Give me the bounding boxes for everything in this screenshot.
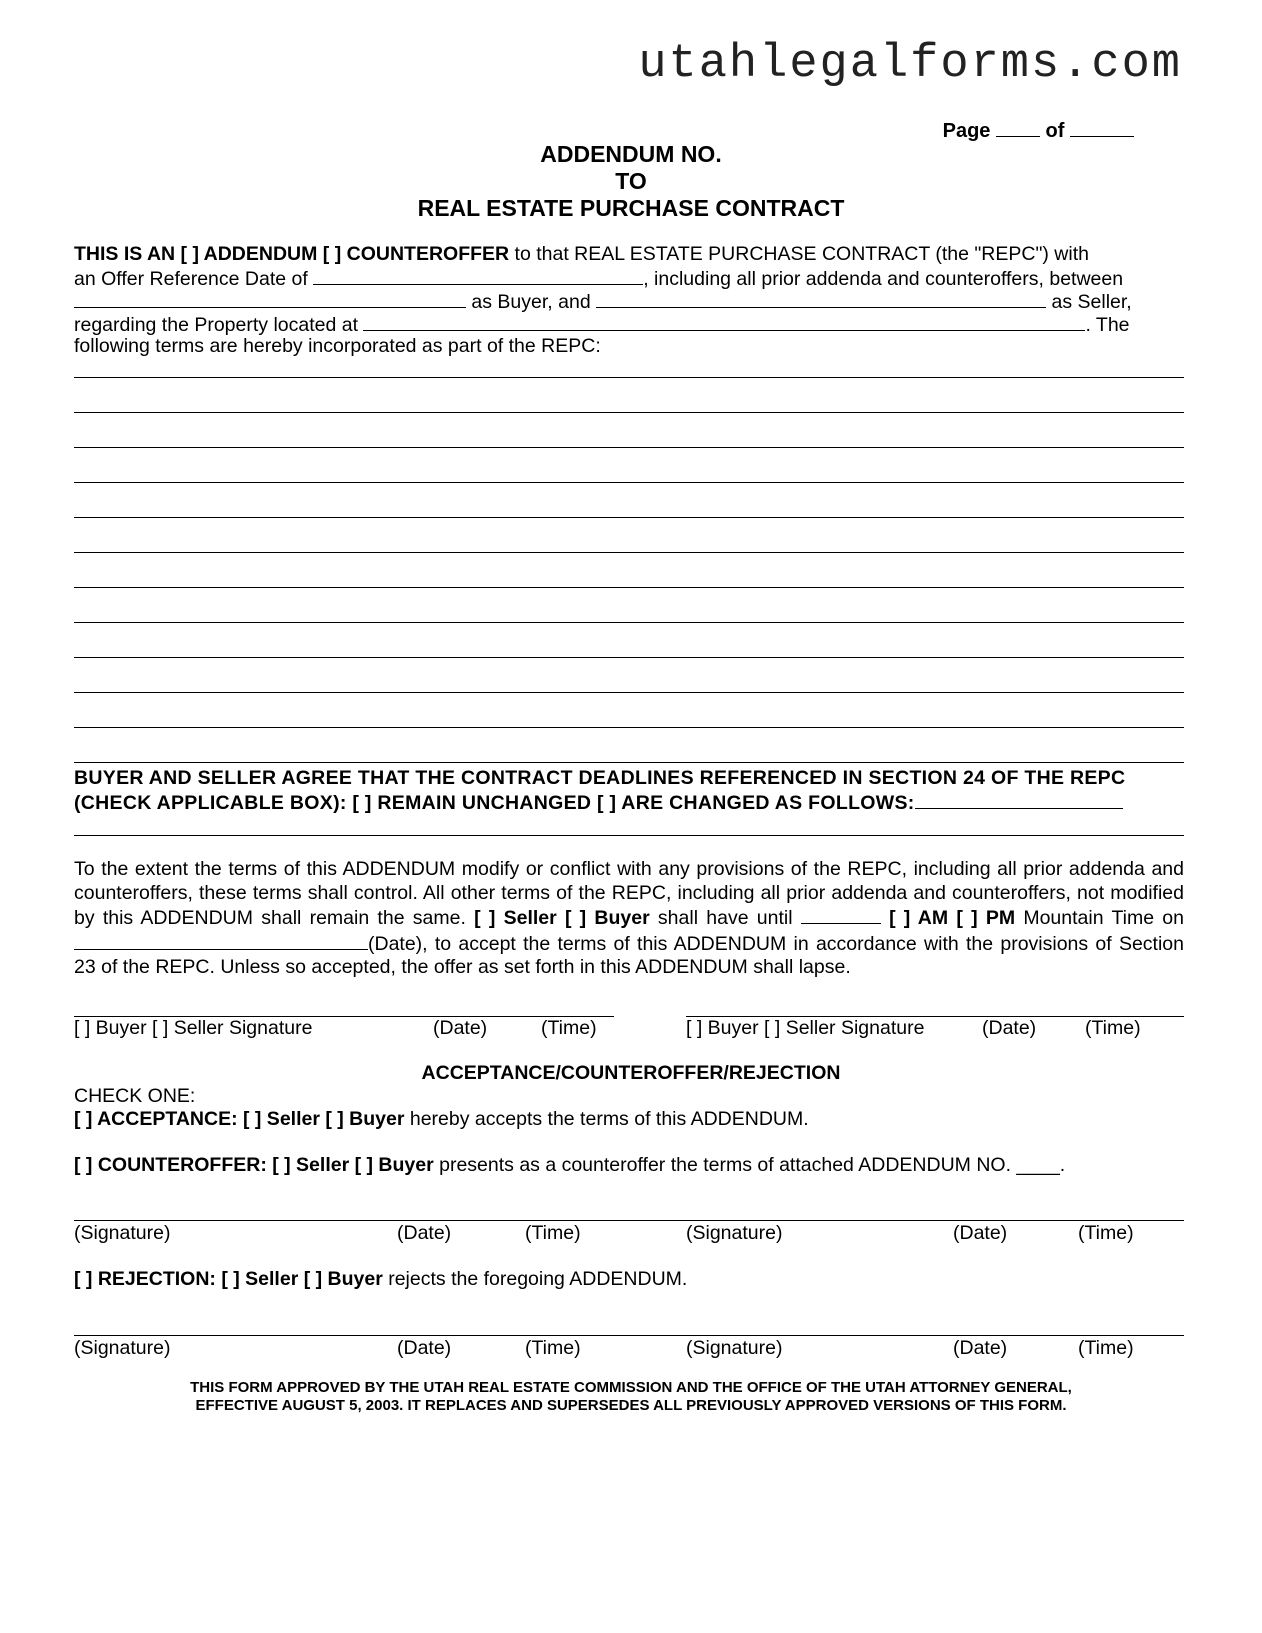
page-number: Page of [943,118,1134,143]
terms-line[interactable] [74,552,1184,553]
intro-line5: following terms are hereby incorporated as part of the REPC: [74,335,601,357]
date-label: (Date) [397,1337,452,1359]
intro-line2: an Offer Reference Date of , including all prior addenda and counteroffers, between [74,268,1124,290]
time-label: (Time) [525,1222,581,1244]
offer-date-field[interactable] [313,266,643,285]
intro-line3: as Buyer, and as Seller, [74,289,1184,315]
footer-line2: EFFECTIVE AUGUST 5, 2003. IT REPLACES AND SUPERSEDES ALL PREVIOUSLY APPROVED VERSIONS OF THIS FORM. [195,1397,1067,1414]
terms-line[interactable] [74,727,1184,728]
buyer-name-field[interactable] [74,289,466,308]
intro-line1: THIS IS AN [ ] ADDENDUM [ ] COUNTEROFFER to that REAL ESTATE PURCHASE CONTRACT (the "REPC") with [74,243,1089,265]
terms-line[interactable] [74,377,1184,378]
property-address-field[interactable] [363,312,1085,331]
date-label: (Date) [953,1222,1008,1244]
sig-label: (Signature) [74,1222,171,1244]
acceptance-line: [ ] ACCEPTANCE: [ ] Seller [ ] Buyer hereby accepts the terms of this ADDENDUM. [74,1108,809,1130]
sig-label: (Signature) [686,1222,783,1244]
sig1-right-label: [ ] Buyer [ ] Seller Signature [686,1017,925,1039]
counteroffer-signature-line[interactable] [74,1220,1184,1221]
terms-line[interactable] [74,762,1184,763]
deadlines-line2: (CHECK APPLICABLE BOX): [ ] REMAIN UNCHANGED [ ] ARE CHANGED AS FOLLOWS: [74,790,1184,816]
terms-line[interactable] [74,447,1184,448]
terms-line[interactable] [74,657,1184,658]
terms-line[interactable] [74,622,1184,623]
deadlines-line1: BUYER AND SELLER AGREE THAT THE CONTRACT DEADLINES REFERENCED IN SECTION 24 OF THE REPC [74,767,1126,789]
sig-label: (Signature) [74,1337,171,1359]
sig-label: (Signature) [686,1337,783,1359]
deadlines-changes-field[interactable] [915,790,1123,809]
terms-line[interactable] [74,412,1184,413]
page-total-field[interactable] [1070,118,1134,137]
sig1-right-date: (Date) [982,1017,1037,1039]
control-paragraph: To the extent the terms of this ADDENDUM modify or conflict with any provisions of the REPC, including all prior addenda and counteroffers, these terms shall control. All other terms of the REPC, including all prior addenda and counteroffers, not modified by this ADDENDUM shall remain the same. [ ] Seller [ ] Buyer shall have until [ ] AM [ ] PM Mountain Time on(Date), to accept the terms of this ADDENDUM in accordance with the provisions of Section 23 of the REPC. Unless so accepted, the offer as set forth in this ADDENDUM shall lapse. [74,858,1184,978]
counteroffer-line: [ ] COUNTEROFFER: [ ] Seller [ ] Buyer presents as a counteroffer the terms of attached ADDENDUM NO. ____. [74,1154,1066,1176]
terms-line[interactable] [74,692,1184,693]
acceptance-heading: ACCEPTANCE/COUNTEROFFER/REJECTION [421,1062,841,1084]
terms-line[interactable] [74,587,1184,588]
deadlines-line[interactable] [74,835,1184,836]
date-label: (Date) [397,1222,452,1244]
title-line1: ADDENDUM NO. [540,141,722,167]
date-label: (Date) [953,1337,1008,1359]
sig1-right-time: (Time) [1085,1017,1141,1039]
terms-line[interactable] [74,482,1184,483]
check-one: CHECK ONE: [74,1085,196,1107]
time-label: (Time) [525,1337,581,1359]
sig1-left-date: (Date) [433,1017,488,1039]
terms-line[interactable] [74,517,1184,518]
time-label: (Time) [1078,1337,1134,1359]
deadline-time-field[interactable] [801,905,881,924]
intro-line4: regarding the Property located at . The [74,314,1130,336]
deadline-date-field[interactable] [74,931,368,950]
seller-name-field[interactable] [596,289,1046,308]
sig1-left-label: [ ] Buyer [ ] Seller Signature [74,1017,313,1039]
sig1-left-time: (Time) [541,1017,597,1039]
rejection-signature-line[interactable] [74,1335,1184,1336]
page-field[interactable] [996,118,1040,137]
footer-line1: THIS FORM APPROVED BY THE UTAH REAL ESTATE COMMISSION AND THE OFFICE OF THE UTAH ATTORNEY GENERAL, [190,1379,1072,1396]
title-line3: REAL ESTATE PURCHASE CONTRACT [417,195,845,221]
title-line2: TO [615,168,647,194]
rejection-line: [ ] REJECTION: [ ] Seller [ ] Buyer rejects the foregoing ADDENDUM. [74,1268,688,1290]
time-label: (Time) [1078,1222,1134,1244]
site-watermark: utahlegalforms.com [638,38,1182,91]
